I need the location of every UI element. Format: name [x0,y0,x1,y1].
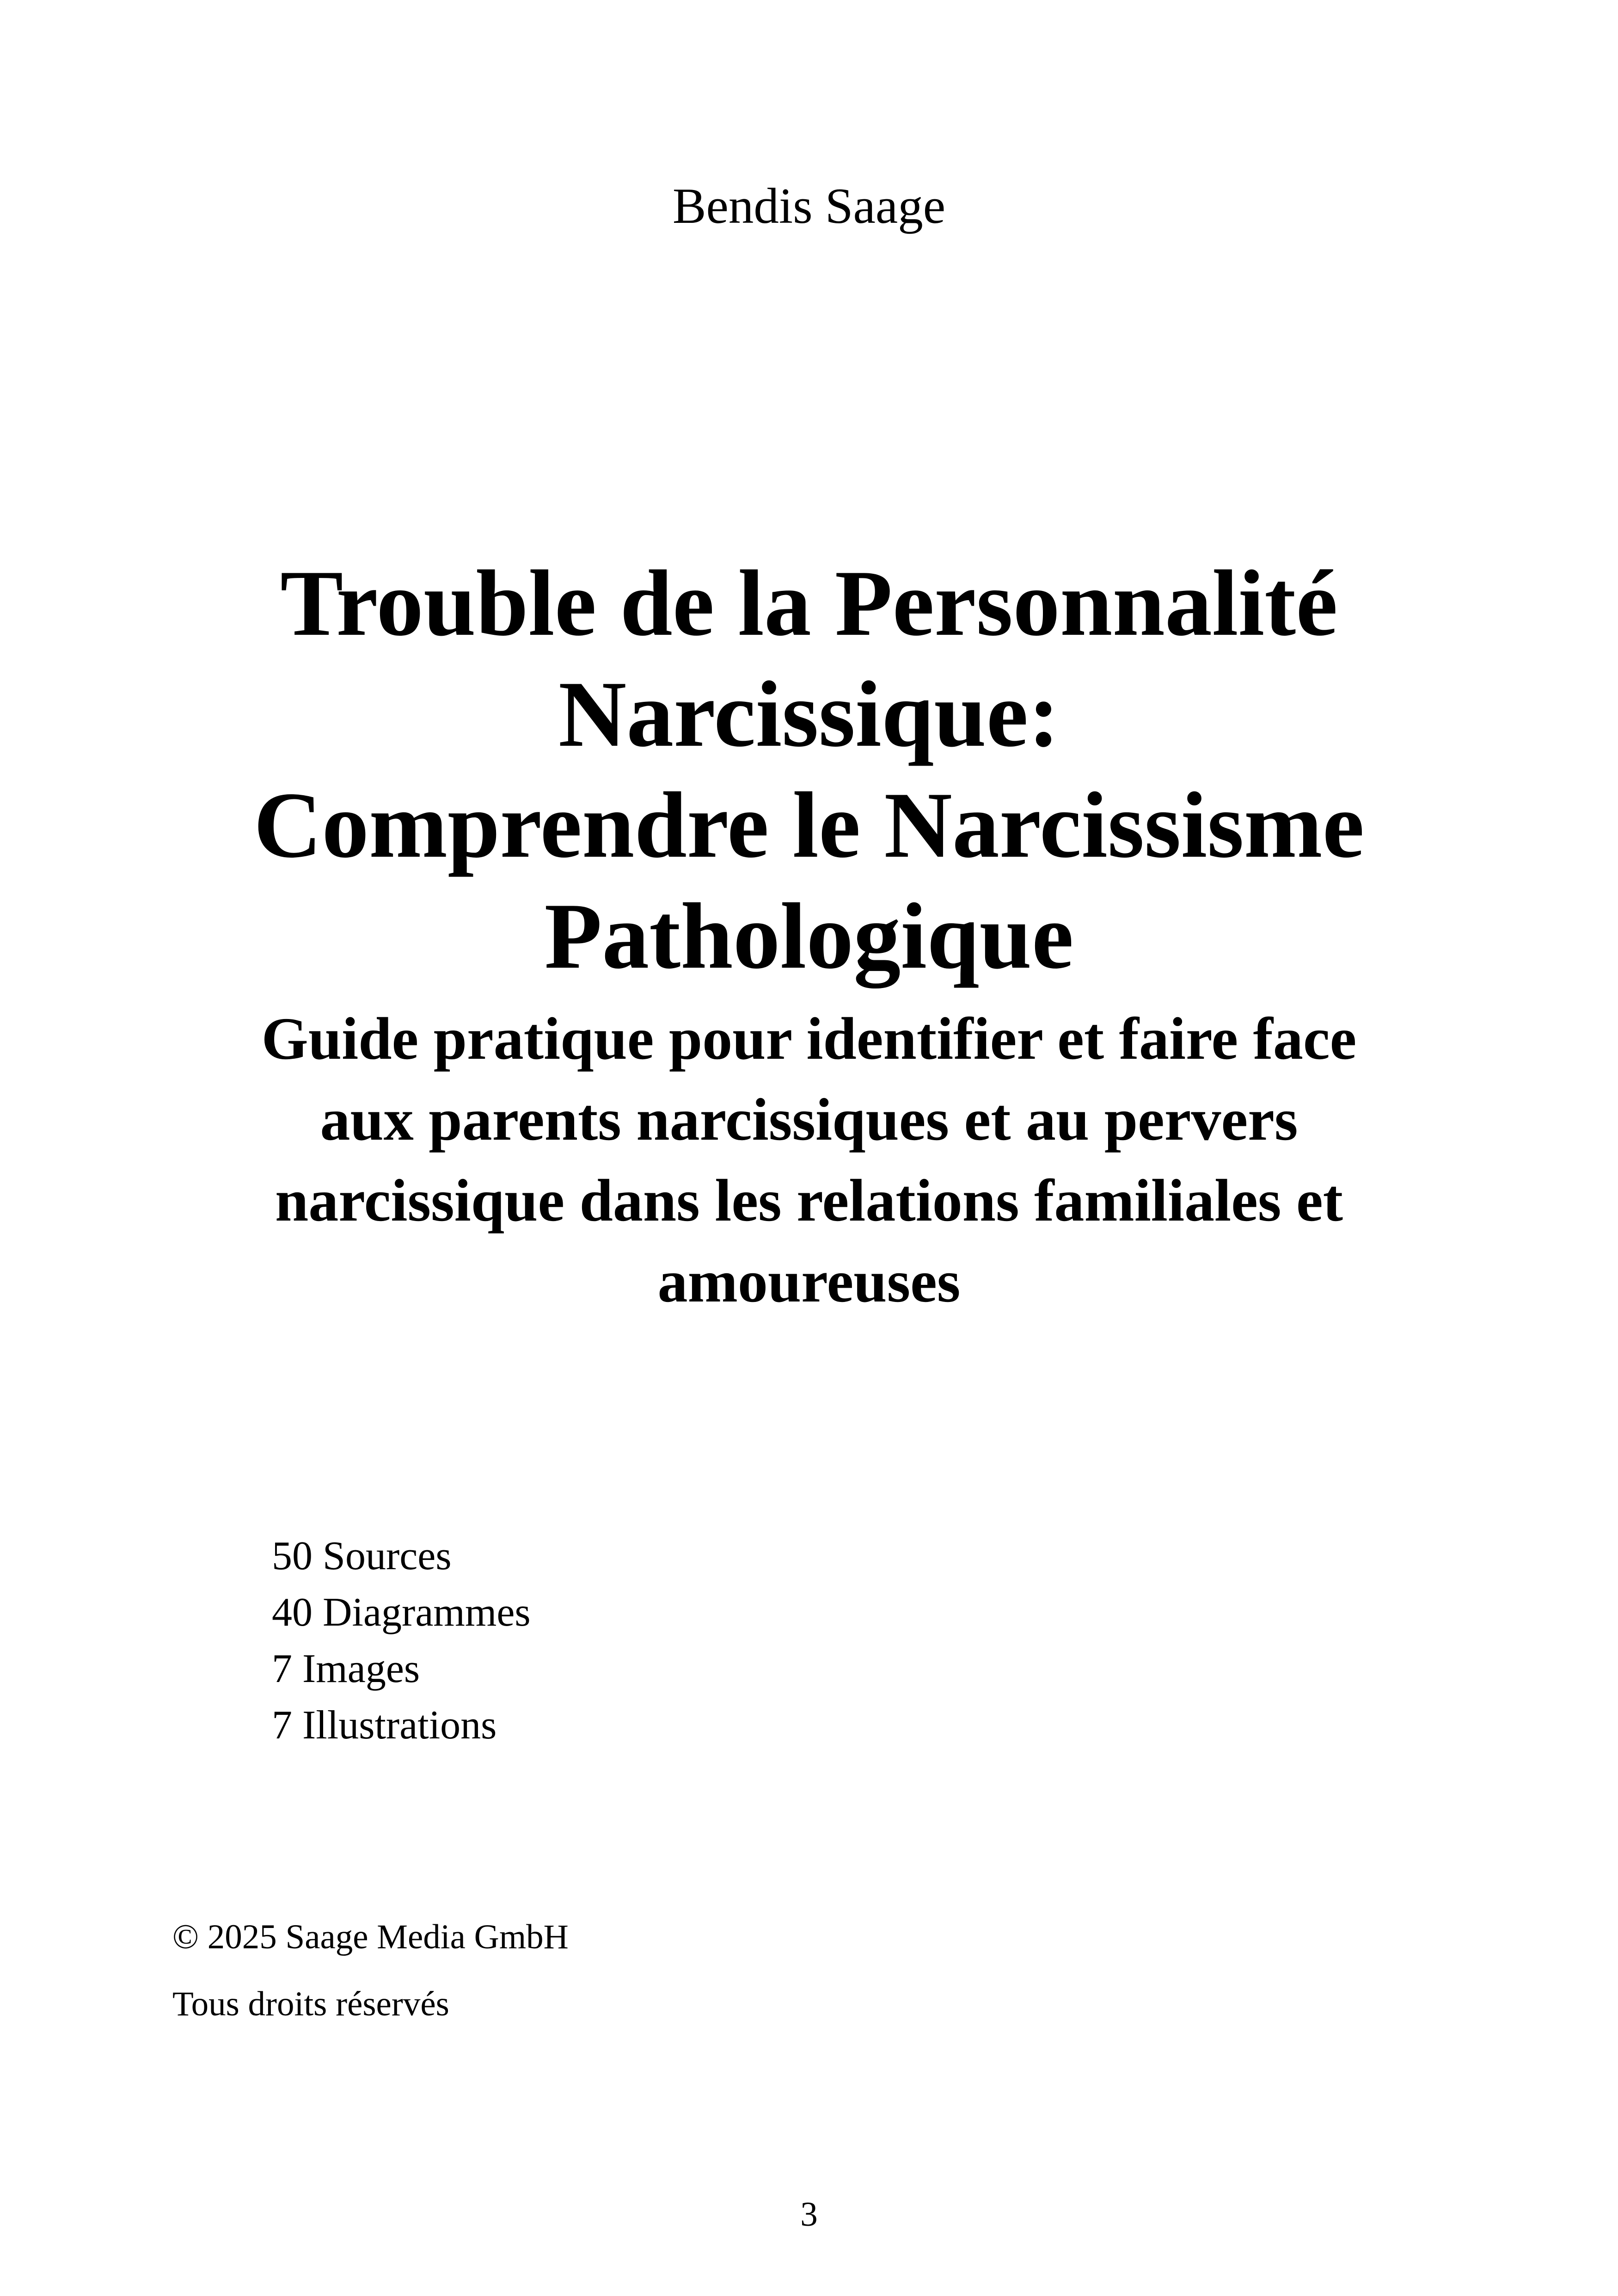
title-line: Trouble de la Personnalité [280,551,1338,656]
author-name: Bendis Saage [672,178,946,234]
stat-diagrams: 40 Diagrammes [272,1590,531,1635]
content-stats-list [272,1528,531,1754]
stat-images: 7 Images [272,1646,420,1691]
book-subtitle [185,999,1433,1322]
stat-sources: 50 Sources [272,1534,452,1578]
title-line: Comprendre le Narcissisme [253,773,1365,878]
stat-illustrations: 7 Illustrations [272,1703,497,1748]
book-title [139,548,1479,992]
subtitle-line: amoureuses [657,1248,961,1315]
subtitle-line: Guide pratique pour identifier et faire face [261,1006,1357,1072]
subtitle-line: narcissique dans les relations familiales et [275,1167,1343,1234]
title-line: Pathologique [544,884,1074,988]
copyright-notice: © 2025 Saage Media GmbH [172,1918,569,1956]
rights-notice: Tous droits réservés [172,1985,449,2023]
page-number: 3 [800,2195,818,2234]
subtitle-line: aux parents narcissiques et au pervers [320,1087,1298,1153]
title-line: Narcissique: [558,662,1060,767]
